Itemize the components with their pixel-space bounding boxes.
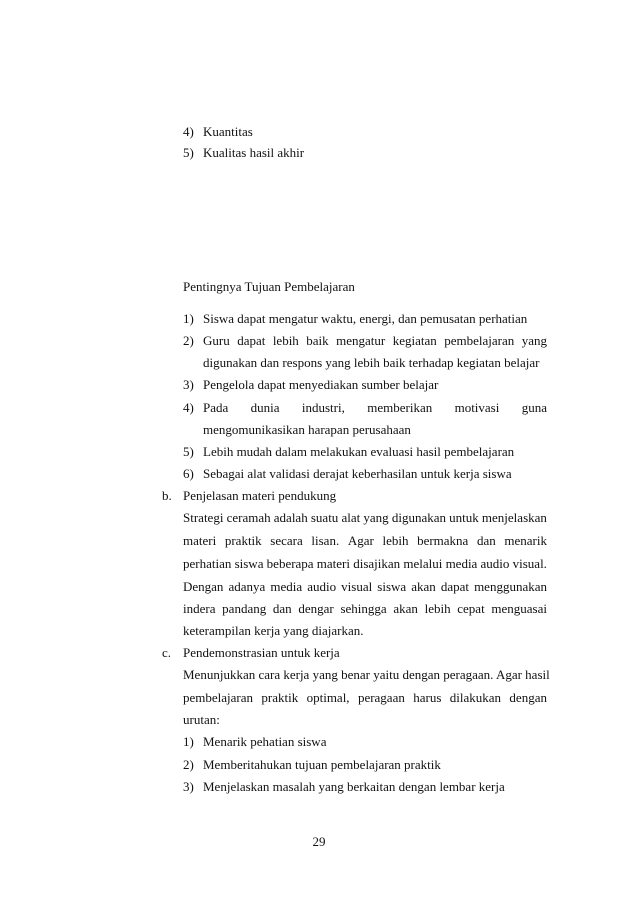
section-b-title: Penjelasan materi pendukung [183,488,337,503]
tujuan-2-line1: Guru dapat lebih baik mengatur kegiatan pembelajaran yang [203,333,547,348]
section-c-item-2-number: 2) [183,757,194,772]
section-b-line-5: indera pandang dan dengar sehingga akan lebih cepat menguasai [183,601,547,616]
tujuan-4-number: 4) [183,400,194,415]
section-c-item-3-text: Menjelaskan masalah yang berkaitan dengan lembar kerja [203,779,505,794]
list-item-5-text: Kualitas hasil akhir [203,145,305,160]
tujuan-4-line2: mengomunikasikan harapan perusahaan [203,422,411,437]
section-b-marker: b. [162,488,172,503]
section-heading: Pentingnya Tujuan Pembelajaran [183,279,355,294]
tujuan-4-line1: Pada dunia industri, memberikan motivasi guna [203,400,547,415]
tujuan-3-text: Pengelola dapat menyediakan sumber belajar [203,377,439,392]
tujuan-2-line2: digunakan dan respons yang lebih baik terhadap kegiatan belajar [203,355,540,370]
section-b-line-4: Dengan adanya media audio visual siswa akan dapat menggunakan [183,579,547,594]
tujuan-1-text: Siswa dapat mengatur waktu, energi, dan pemusatan perhatian [203,311,528,326]
section-c-item-3-number: 3) [183,779,194,794]
list-item-4-number: 4) [183,124,194,139]
section-c-line-1: Menunjukkan cara kerja yang benar yaitu dengan peragaan. Agar hasil [183,667,550,682]
list-item-5-number: 5) [183,145,194,160]
tujuan-5-text: Lebih mudah dalam melakukan evaluasi hasil pembelajaran [203,444,515,459]
section-c-line-2: pembelajaran praktik optimal, peragaan harus dilakukan dengan [183,690,547,705]
tujuan-2-number: 2) [183,333,194,348]
section-b-line-1: Strategi ceramah adalah suatu alat yang digunakan untuk menjelaskan [183,510,547,525]
list-item-4-text: Kuantitas [203,124,253,139]
tujuan-5-number: 5) [183,444,194,459]
tujuan-1-number: 1) [183,311,194,326]
section-b-line-6: keterampilan kerja yang diajarkan. [183,623,364,638]
section-b-line-3: perhatian siswa beberapa materi disajikan melalui media audio visual. [183,556,547,571]
section-c-marker: c. [162,645,172,660]
section-c-line-3: urutan: [183,712,220,727]
tujuan-6-number: 6) [183,466,194,481]
section-c-item-1-number: 1) [183,734,194,749]
section-c-item-2-text: Memberitahukan tujuan pembelajaran praktik [203,757,441,772]
section-c-title: Pendemonstrasian untuk kerja [183,645,340,660]
tujuan-3-number: 3) [183,377,194,392]
section-c-item-1-text: Menarik pehatian siswa [203,734,327,749]
tujuan-6-text: Sebagai alat validasi derajat keberhasilan untuk kerja siswa [203,466,512,481]
page-number: 29 [312,834,326,849]
section-b-line-2: materi praktik secara lisan. Agar lebih bermakna dan menarik [183,533,547,548]
